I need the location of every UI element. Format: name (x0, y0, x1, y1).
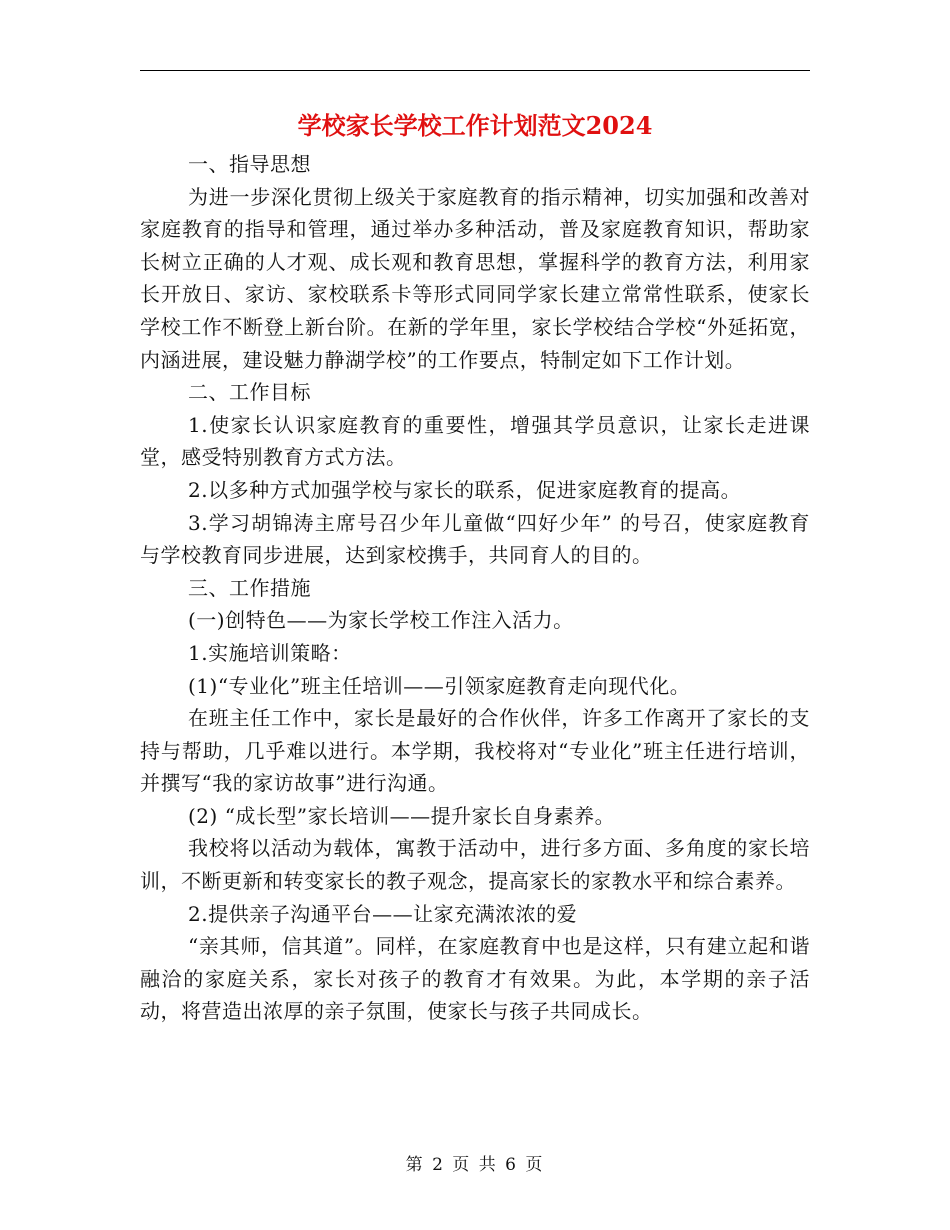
body-paragraph: 在班主任工作中，家长是最好的合作伙伴，许多工作离开了家长的支持与帮助，几乎难以进行。本学期，我校将对“专业化”班主任进行培训，并撰写“我的家访故事”进行沟通。 (140, 706, 810, 796)
section-heading: 三、工作措施 (188, 575, 311, 600)
body-paragraph: 我校将以活动为载体，寓教于活动中，进行多方面、多角度的家长培训，不断更新和转变家长的教子观念，提高家长的家教水平和综合素养。 (140, 836, 810, 894)
list-item: 1.使家长认识家庭教育的重要性，增强其学员意识，让家长走进课堂，感受特别教育方式方法。 (140, 412, 810, 470)
document-body (140, 148, 810, 1028)
document-title: 学校家长学校工作计划范文2024 (297, 111, 653, 140)
subsection-heading: 2.提供亲子沟通平台——让家充满浓浓的爱 (188, 901, 578, 926)
header-rule (140, 70, 810, 71)
body-paragraph: 为进一步深化贯彻上级关于家庭教育的指示精神，切实加强和改善对家庭教育的指导和管理，通过举办多种活动，普及家庭教育知识，帮助家长树立正确的人才观、成长观和教育思想，掌握科学的教育方法，利用家长开放日、家访、家校联系卡等形式同同学家长建立常常性联系，使家长学校工作不断登上新台阶。在新的学年里，家长学校结合学校“外延拓宽，内涵进展，建设魅力静湖学校”的工作要点，特制定如下工作计划。 (140, 184, 810, 372)
subsection-heading: (一)创特色——为家长学校工作注入活力。 (188, 608, 574, 633)
list-item: 2.以多种方式加强学校与家长的联系，促进家庭教育的提高。 (188, 477, 742, 502)
page-number-footer: 第 2 页 共 6 页 (405, 1155, 545, 1175)
list-item: 3.学习胡锦涛主席号召少年儿童做“四好少年” 的号召，使家庭教育与学校教育同步进展，达到家校携手，共同育人的目的。 (140, 510, 810, 568)
section-heading: 二、工作目标 (188, 380, 311, 405)
subsection-heading: (1)“专业化”班主任培训——引领家庭教育走向现代化。 (188, 673, 691, 698)
subsection-heading: (2) “成长型”家长培训——提升家长自身素养。 (188, 803, 616, 828)
section-heading: 一、指导思想 (188, 152, 311, 176)
body-paragraph: “亲其师，信其道”。同样，在家庭教育中也是这样，只有建立起和谐融洽的家庭关系，家长对孩子的教育才有效果。为此，本学期的亲子活动，将营造出浓厚的亲子氛围，使家长与孩子共同成长。 (140, 934, 810, 1024)
subsection-heading: 1.实施培训策略： (188, 640, 352, 665)
